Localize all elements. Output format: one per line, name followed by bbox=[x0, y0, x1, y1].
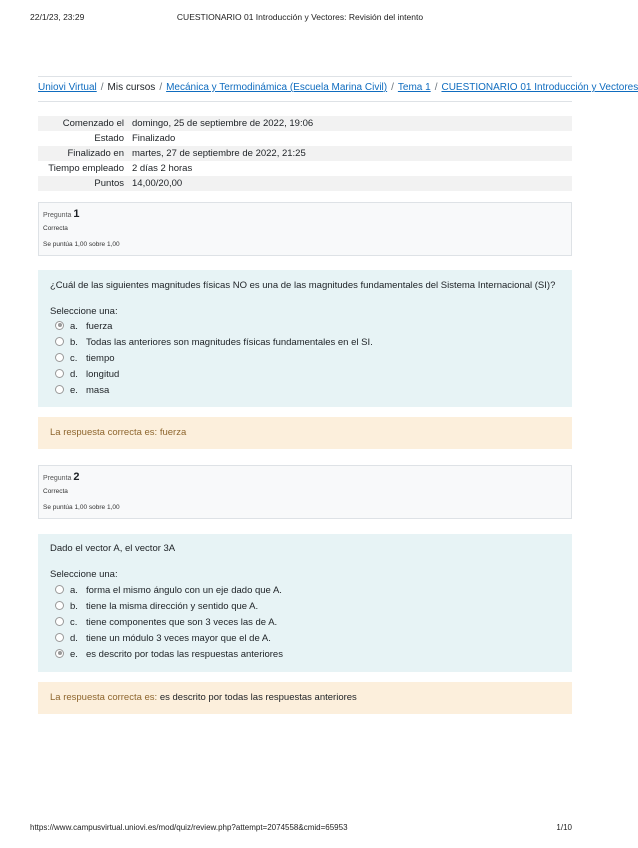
summary-row-started bbox=[38, 116, 572, 131]
breadcrumb-uniovi-virtual[interactable]: Uniovi Virtual bbox=[38, 82, 97, 93]
breadcrumb-quiz[interactable]: CUESTIONARIO 01 Introducción y Vectores bbox=[441, 82, 638, 93]
breadcrumb-mis-cursos: Mis cursos bbox=[107, 82, 156, 93]
question-number bbox=[43, 208, 80, 220]
radio-icon[interactable] bbox=[55, 585, 64, 594]
question-number-value: 2 bbox=[73, 471, 80, 483]
radio-icon[interactable] bbox=[55, 601, 64, 610]
question-number bbox=[43, 471, 80, 483]
answer-option-e[interactable]: e. es descrito por todas las respuestas anteriores bbox=[55, 648, 283, 662]
summary-row-state bbox=[38, 131, 572, 146]
radio-icon[interactable] bbox=[55, 617, 64, 626]
feedback-answer: es descrito por todas las respuestas anteriores bbox=[159, 692, 357, 703]
question-state: Correcta bbox=[43, 225, 68, 232]
breadcrumb-separator: / bbox=[391, 82, 394, 93]
breadcrumb-separator: / bbox=[100, 82, 104, 93]
answer-prompt: Seleccione una: bbox=[50, 306, 118, 317]
question-grade: Se puntúa 1,00 sobre 1,00 bbox=[43, 241, 120, 248]
breadcrumb-separator: / bbox=[434, 82, 438, 93]
print-url: https://www.campusvirtual.uniovi.es/mod/quiz/review.php?attempt=2074558&cmid=65953 bbox=[30, 823, 348, 832]
print-datetime: 22/1/23, 23:29 bbox=[30, 12, 85, 22]
question-2-info bbox=[38, 465, 572, 519]
radio-checked-icon[interactable] bbox=[55, 649, 64, 658]
feedback-label: La respuesta correcta es: bbox=[50, 427, 158, 438]
radio-icon[interactable] bbox=[55, 385, 64, 394]
print-page-number: 1/10 bbox=[556, 823, 572, 832]
question-state: Correcta bbox=[43, 488, 68, 495]
summary-value: 14,00/20,00 bbox=[128, 176, 572, 191]
breadcrumb-course[interactable]: Mecánica y Termodinámica (Escuela Marina Civil) bbox=[166, 82, 388, 93]
answer-prompt: Seleccione una: bbox=[50, 569, 118, 580]
question-text: ¿Cuál de las siguientes magnitudes físicas NO es una de las magnitudes fundamentales del Sistema Internacional (SI)? bbox=[50, 280, 556, 291]
answer-option-d[interactable]: d. tiene un módulo 3 veces mayor que el de A. bbox=[55, 632, 271, 646]
breadcrumb bbox=[38, 76, 638, 102]
answer-option-c[interactable]: c. tiene componentes que son 3 veces las de A. bbox=[55, 616, 277, 630]
summary-row-time-taken bbox=[38, 161, 572, 176]
summary-row-grade bbox=[38, 176, 572, 191]
question-1-info bbox=[38, 202, 572, 256]
summary-value: Finalizado bbox=[132, 133, 176, 144]
summary-value: martes, 27 de septiembre de 2022, 21:25 bbox=[128, 146, 572, 161]
answer-option-a[interactable]: a. fuerza bbox=[55, 320, 112, 334]
answer-option-d[interactable]: d. longitud bbox=[55, 368, 119, 382]
attempt-summary-table bbox=[38, 116, 572, 191]
feedback-answer: fuerza bbox=[159, 427, 187, 438]
answer-option-a[interactable]: a. forma el mismo ángulo con un eje dado que A. bbox=[55, 584, 282, 598]
question-1-feedback bbox=[38, 417, 572, 449]
answer-option-e[interactable]: e. masa bbox=[55, 384, 109, 398]
summary-label: Estado bbox=[94, 133, 124, 144]
question-label: Pregunta bbox=[43, 475, 72, 482]
radio-checked-icon[interactable] bbox=[55, 321, 64, 330]
answer-option-c[interactable]: c. tiempo bbox=[55, 352, 115, 366]
answer-option-b[interactable]: b. Todas las anteriores son magnitudes físicas fundamentales en el SI. bbox=[55, 336, 373, 350]
summary-label: Comenzado el bbox=[38, 116, 128, 131]
question-number-value: 1 bbox=[73, 208, 80, 220]
feedback-label: La respuesta correcta es: bbox=[50, 692, 158, 703]
question-1-formulation bbox=[38, 270, 572, 407]
answer-option-b[interactable]: b. tiene la misma dirección y sentido que A. bbox=[55, 600, 258, 614]
summary-value: 2 días 2 horas bbox=[132, 163, 193, 174]
summary-label: Tiempo empleado bbox=[48, 163, 124, 174]
radio-icon[interactable] bbox=[55, 633, 64, 642]
question-2-feedback bbox=[38, 682, 572, 714]
question-label: Pregunta bbox=[43, 212, 72, 219]
question-grade: Se puntúa 1,00 sobre 1,00 bbox=[43, 504, 120, 511]
question-2-formulation bbox=[38, 534, 572, 672]
radio-icon[interactable] bbox=[55, 369, 64, 378]
summary-value: domingo, 25 de septiembre de 2022, 19:06 bbox=[128, 116, 572, 131]
summary-label: Finalizado en bbox=[38, 146, 128, 161]
breadcrumb-separator: / bbox=[159, 82, 163, 93]
radio-icon[interactable] bbox=[55, 337, 64, 346]
radio-icon[interactable] bbox=[55, 353, 64, 362]
breadcrumb-tema-1[interactable]: Tema 1 bbox=[397, 82, 431, 93]
print-title: CUESTIONARIO 01 Introducción y Vectores: Revisión del intento bbox=[176, 12, 424, 22]
question-text: Dado el vector A, el vector 3A bbox=[50, 543, 176, 554]
summary-label: Puntos bbox=[38, 176, 128, 191]
summary-row-finished bbox=[38, 146, 572, 161]
